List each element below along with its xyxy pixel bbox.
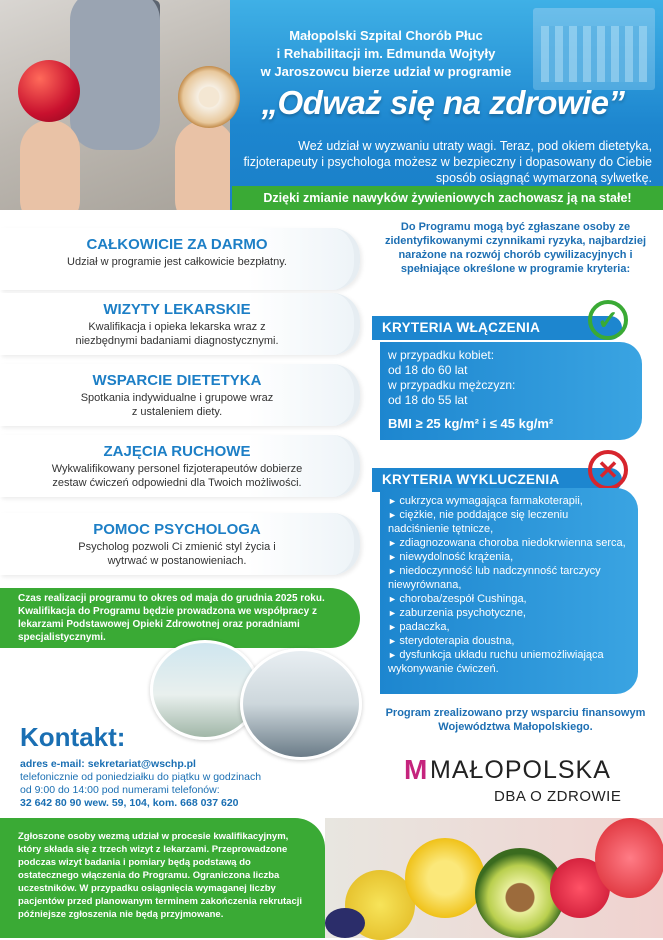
list-item: ► niewydolność krążenia, bbox=[388, 550, 630, 564]
women-label: w przypadku kobiet: bbox=[388, 348, 495, 362]
logo-tagline: DBA O ZDROWIE bbox=[494, 788, 622, 805]
funding-note: Program zrealizowano przy wsparciu finansowym Województwa Małopolskiego. bbox=[385, 707, 646, 733]
list-item: ► zdiagnozowana choroba niedokrwienna serca, bbox=[388, 536, 630, 550]
women-age: od 18 do 60 lat bbox=[388, 363, 468, 377]
exclusion-criteria-title: KRYTERIA WYKLUCZENIA bbox=[372, 468, 622, 492]
malopolska-logo bbox=[404, 752, 644, 812]
header-line-3: w Jaroszowcu bierze udział w programie bbox=[260, 64, 512, 79]
gym-photo-2 bbox=[240, 648, 362, 760]
intro-text: Weź udział w wyzwaniu utraty wagi. Teraz, pod okiem dietetyka, fizjoterapeuty i psychologa możesz w bezpieczny i dopasowany do Ciebie sposób osiągnąć wymarzoną sylwetkę. bbox=[243, 139, 652, 185]
program-timing-info: Czas realizacji programu to okres od maja do grudnia 2025 roku. Kwalifikacja do Programu będzie prowadzona we współpracy z lekarzami Podstawowej Opieki Zdrowotnej oraz poradniami specjalistycznymi. bbox=[0, 588, 360, 648]
inclusion-criteria-box bbox=[380, 342, 642, 440]
list-item: ► sterydoterapia doustna, bbox=[388, 634, 630, 648]
list-item: ► zaburzenia psychotyczne, bbox=[388, 606, 630, 620]
list-item: ► cukrzyca wymagająca farmakoterapii, bbox=[388, 494, 630, 508]
checkmark-icon: ✓ bbox=[588, 300, 628, 340]
men-label: w przypadku mężczyzn: bbox=[388, 378, 516, 392]
contact-email[interactable]: adres e-mail: sekretariat@wschp.pl bbox=[20, 758, 196, 770]
fruit-image bbox=[325, 818, 663, 938]
eligibility-text: Do Programu mogą być zgłaszane osoby ze zidentyfikowanymi czynnikami ryzyka, najbardziej narażone na rozwój chorób cywilizacyjnych i spełniające określone w programie kryteria: bbox=[384, 221, 647, 275]
exclusion-criteria-list bbox=[380, 488, 638, 694]
header-line-2: i Rehabilitacji im. Edmunda Wojtyły bbox=[276, 46, 496, 61]
contact-hours-1: telefonicznie od poniedziałku do piątku w godzinach bbox=[20, 771, 262, 783]
banner-text: Dzięki zmianie nawyków żywieniowych zachowasz ją na stałe! bbox=[263, 191, 632, 205]
benefit-title: CAŁKOWICIE ZA DARMO bbox=[86, 236, 268, 253]
contact-details bbox=[20, 758, 320, 810]
benefit-text: Udział w programie jest całkowicie bezpłatny. bbox=[67, 256, 287, 268]
banner-band bbox=[232, 186, 663, 210]
header-line-1: Małopolski Szpital Chorób Płuc bbox=[289, 28, 483, 43]
benefit-exercise bbox=[0, 435, 360, 497]
footer-note: Zgłoszone osoby wezmą udział w procesie kwalifikacyjnym, który składa się z trzech wizyt z lekarzami. Przeprowadzone podczas wizyt badania i pomiary będą podstawą do ostatecznego włączenia do Programu. Ograniczona liczba uczestników. W przypadku osiągnięcia wymaganej liczby pacjentów przed planowanym terminem zakończenia rekrutacji późniejsze zgłoszenia nie będą przyjmowane. bbox=[0, 818, 325, 938]
benefit-text: Wykwalifikowany personel fizjoterapeutów dobierze zestaw ćwiczeń odpowiedni dla Twoich możliwości. bbox=[51, 463, 303, 489]
list-item: ► choroba/zespół Cushinga, bbox=[388, 592, 630, 606]
benefit-dietitian bbox=[0, 364, 360, 426]
contact-phones[interactable]: 32 642 80 90 wew. 59, 104, kom. 668 037 620 bbox=[20, 797, 239, 809]
logo-name: MAŁOPOLSKA bbox=[430, 756, 611, 784]
list-item: ► niedoczynność lub nadczynność tarczycy niewyrównana, bbox=[388, 564, 630, 592]
hospital-building-image bbox=[533, 8, 655, 90]
bmi-range: BMI ≥ 25 kg/m² i ≤ 45 kg/m² bbox=[388, 416, 554, 431]
program-slogan: „Odważ się na zdrowie” bbox=[261, 84, 625, 121]
inclusion-criteria-title: KRYTERIA WŁĄCZENIA bbox=[372, 316, 622, 340]
benefit-text: Spotkania indywidualne i grupowe wraz z ustaleniem diety. bbox=[80, 392, 274, 418]
benefit-title: WSPARCIE DIETETYKA bbox=[92, 372, 262, 389]
cross-icon: ✕ bbox=[588, 450, 628, 490]
list-item: ► padaczka, bbox=[388, 620, 630, 634]
logo-mark-icon: M bbox=[404, 754, 428, 785]
contact-hours-2: od 9:00 do 14:00 pod numerami telefonów: bbox=[20, 784, 220, 796]
benefit-title: ZAJĘCIA RUCHOWE bbox=[103, 443, 251, 460]
contact-title: Kontakt: bbox=[20, 722, 126, 752]
benefit-free bbox=[0, 228, 360, 290]
benefit-psychologist bbox=[0, 513, 360, 575]
men-age: od 18 do 55 lat bbox=[388, 393, 468, 407]
benefit-title: POMOC PSYCHOLOGA bbox=[93, 521, 261, 538]
benefit-text: Kwalifikacja i opieka lekarska wraz z niezbędnymi badaniami diagnostycznymi. bbox=[75, 321, 279, 347]
list-item: ► ciężkie, nie poddające się leczeniu nadciśnienie tętnicze, bbox=[388, 508, 630, 536]
list-item: ► dysfunkcja układu ruchu uniemożliwiająca wykonywanie ćwiczeń. bbox=[388, 648, 630, 676]
benefit-title: WIZYTY LEKARSKIE bbox=[103, 301, 251, 318]
apple-image bbox=[18, 60, 80, 122]
benefit-medical-visits bbox=[0, 293, 360, 355]
benefit-text: Psycholog pozwoli Ci zmienić styl życia i wytrwać w postanowieniach. bbox=[78, 541, 276, 567]
